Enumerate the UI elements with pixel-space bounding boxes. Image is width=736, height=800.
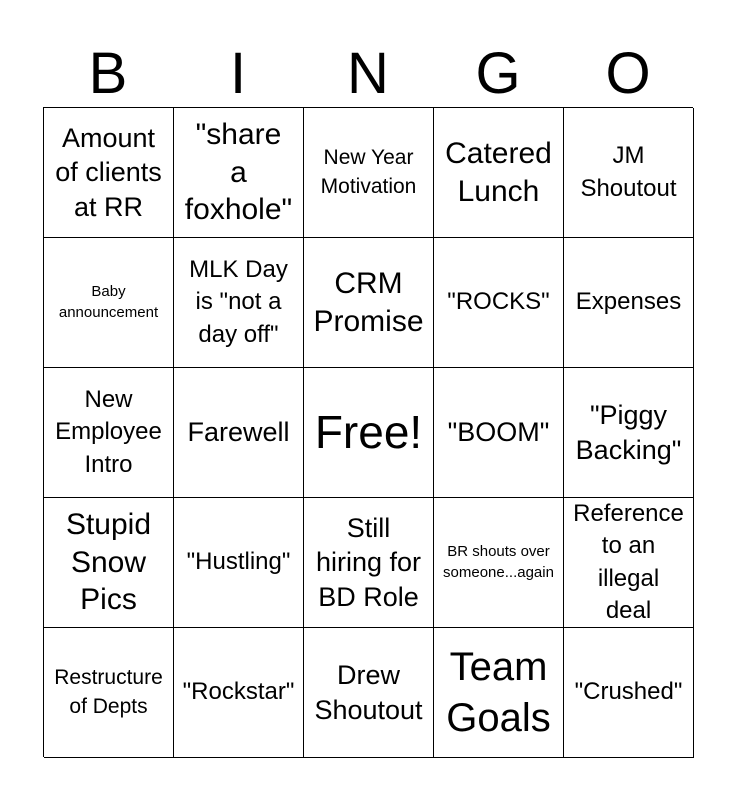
bingo-cell[interactable] [44,368,174,498]
bingo-cell[interactable] [434,238,564,368]
cell-text: CRM Promise [313,266,424,338]
header-letter-i: I [229,41,247,106]
cell-text: New Employee Intro [55,385,162,478]
header-letter-o: O [605,41,651,106]
bingo-cell[interactable] [434,368,564,498]
cell-text: Expenses [575,288,682,316]
cell-text: BR shouts over someone...again [443,543,554,581]
cell-text: Stupid Snow Pics [65,507,152,617]
cell-text: Catered Lunch [445,136,552,208]
bingo-card [43,107,693,757]
bingo-cell[interactable] [174,238,304,368]
cell-text: Drew Shoutout [314,659,423,725]
cell-text: "Hustling" [186,548,291,576]
bingo-cell[interactable] [304,108,434,238]
bingo-cell[interactable] [564,498,694,628]
bingo-cell[interactable] [564,238,694,368]
cell-text: "Rockstar" [182,678,295,706]
bingo-cell[interactable] [44,498,174,628]
bingo-cell[interactable] [44,238,174,368]
bingo-cell[interactable] [304,238,434,368]
bingo-cell[interactable] [174,628,304,758]
bingo-cell[interactable] [174,498,304,628]
free-space[interactable] [304,368,434,498]
cell-text: "Piggy Backing" [575,399,682,465]
header-letter-b: B [88,41,128,106]
bingo-cell[interactable] [564,368,694,498]
bingo-cell[interactable] [564,628,694,758]
bingo-cell[interactable] [304,498,434,628]
cell-text: Amount of clients at RR [55,122,162,222]
cell-text: Baby announcement [58,283,159,321]
cell-text: "ROCKS" [447,288,550,316]
free-space-text: Free! [314,405,423,458]
bingo-cell[interactable] [174,108,304,238]
cell-text: MLK Day is "not a day off" [189,255,288,348]
bingo-cell[interactable] [564,108,694,238]
bingo-cell[interactable] [304,628,434,758]
bingo-cell[interactable] [434,108,564,238]
bingo-cell[interactable] [434,498,564,628]
header-letter-n: N [347,41,389,106]
cell-text: Farewell [187,417,290,448]
cell-text: New Year Motivation [320,146,417,198]
cell-text: "Crushed" [574,678,683,706]
cell-text: Team Goals [446,645,551,740]
bingo-cell[interactable] [174,368,304,498]
cell-text: JM Shoutout [580,142,677,202]
bingo-cell[interactable] [44,108,174,238]
cell-text: Still hiring for BD Role [315,512,422,612]
bingo-header [43,42,693,106]
bingo-cell[interactable] [434,628,564,758]
cell-text: Reference to an illegal deal [573,499,684,624]
cell-text: Restructure of Depts [54,666,163,718]
cell-text: "BOOM" [447,417,550,448]
cell-text: "share a foxhole" [184,117,293,227]
header-letter-g: G [475,41,521,106]
bingo-cell[interactable] [44,628,174,758]
